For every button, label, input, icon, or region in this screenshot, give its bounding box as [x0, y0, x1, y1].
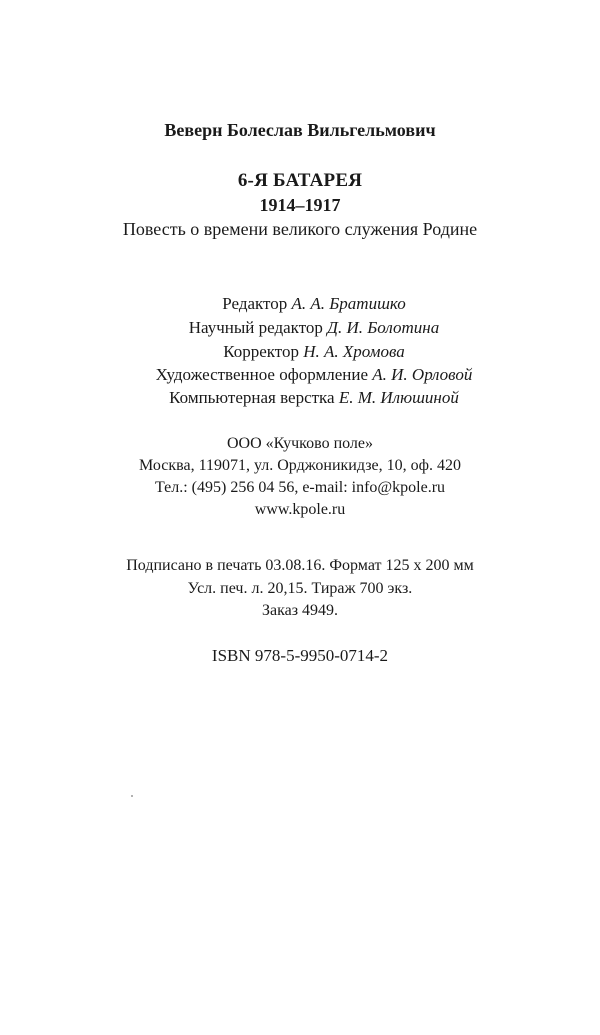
- publisher-name: ООО «Кучково поле»: [226, 435, 374, 452]
- author-name: Веверн Болеслав Вильгельмович: [164, 120, 436, 140]
- scan-speck: [131, 795, 133, 797]
- credit-proofreader: [0, 341, 600, 363]
- credit-role: Научный редактор: [188, 318, 323, 337]
- credit-role: Компьютерная верстка: [169, 388, 335, 407]
- publisher-address: Москва, 119071, ул. Орджоникидзе, 10, оф. 420: [139, 457, 461, 474]
- print-signed: Подписано в печать 03.08.16. Формат 125 х 200 мм: [126, 557, 474, 574]
- isbn: ISBN 978-5-9950-0714-2: [211, 646, 389, 665]
- credit-role: Художественное оформление: [155, 365, 369, 384]
- print-volume: Усл. печ. л. 20,15. Тираж 700 экз.: [187, 580, 413, 597]
- credit-editor: [0, 293, 600, 315]
- credit-scientific-editor: [0, 317, 600, 339]
- credit-person: А. А. Братишко: [291, 294, 406, 313]
- book-subtitle: Повесть о времени великого служения Родине: [122, 219, 478, 239]
- publisher-website: www.kpole.ru: [254, 501, 346, 518]
- credit-role: Корректор: [223, 342, 299, 361]
- book-years: 1914–1917: [259, 195, 341, 215]
- print-order: Заказ 4949.: [261, 602, 339, 619]
- publisher-contacts: Тел.: (495) 256 04 56, e-mail: info@kpole.ru: [154, 479, 446, 496]
- credit-person: А. И. Орловой: [372, 365, 473, 384]
- credit-art-design: [0, 364, 600, 386]
- credit-role: Редактор: [222, 294, 288, 313]
- credit-layout: [0, 387, 600, 409]
- book-title: 6-Я БАТАРЕЯ: [237, 170, 363, 191]
- credit-person: Н. А. Хромова: [303, 342, 405, 361]
- credit-person: Е. М. Илюшиной: [338, 388, 459, 407]
- credit-person: Д. И. Болотина: [327, 318, 440, 337]
